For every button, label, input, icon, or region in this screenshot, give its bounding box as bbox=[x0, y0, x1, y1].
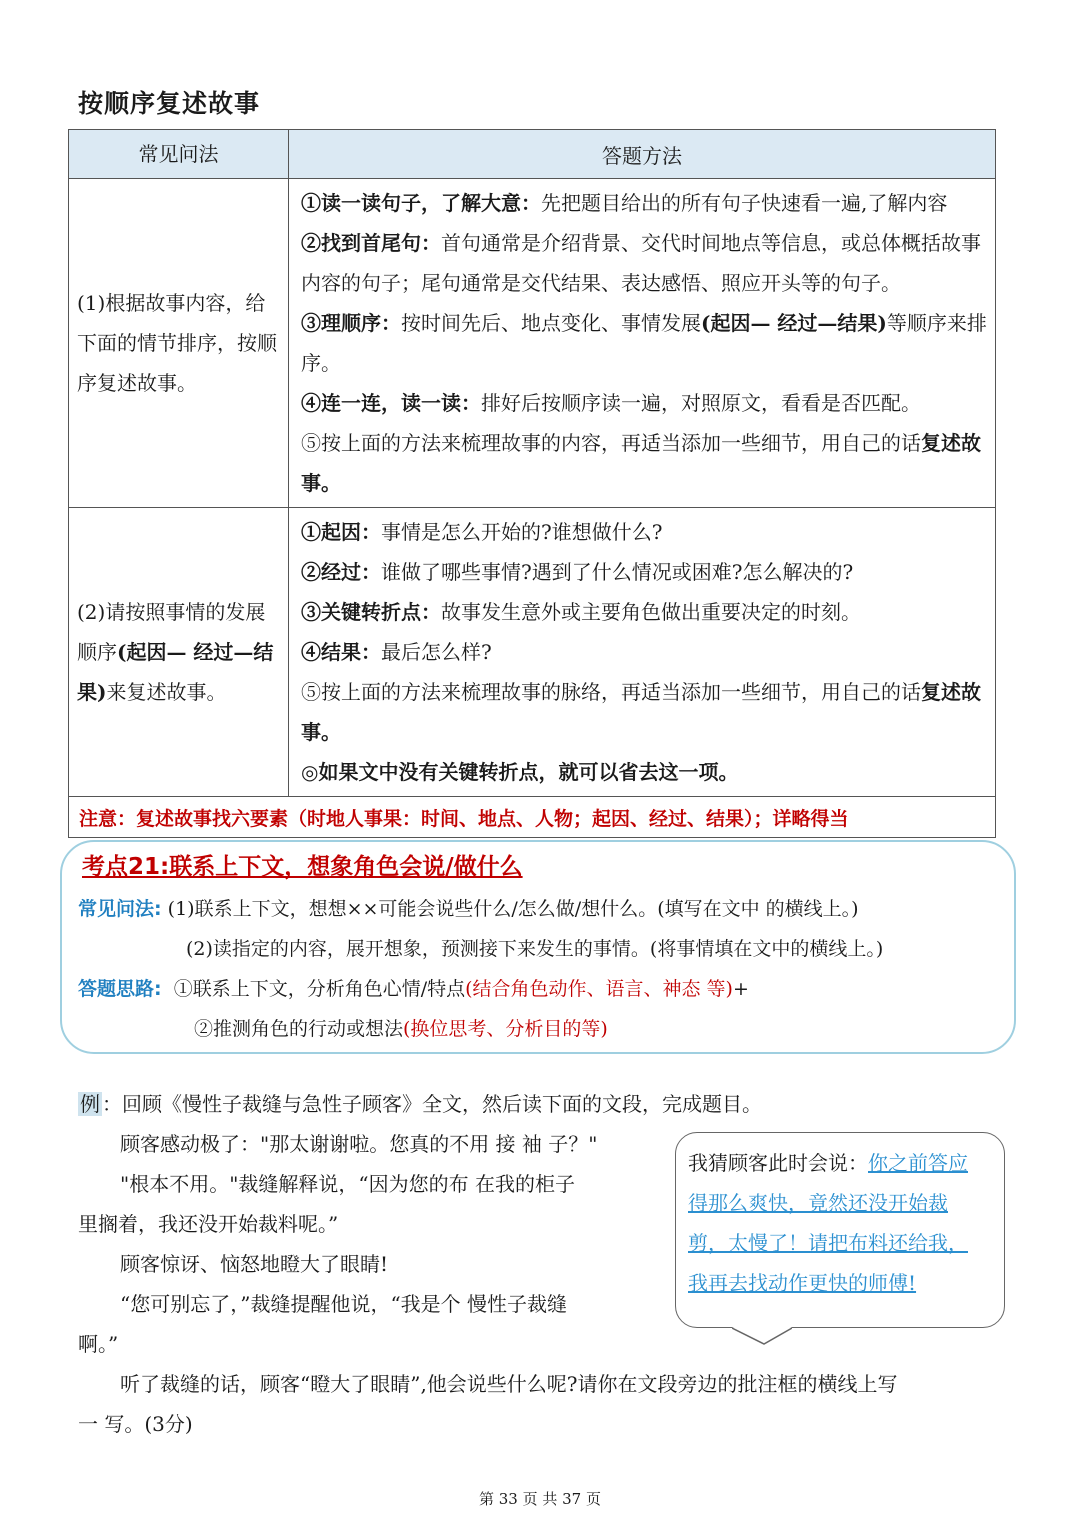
item-bold: 复述故事。 bbox=[301, 680, 981, 744]
passage-line: "根本不用。"裁缝解释说，“因为您的布 在我的柜子 bbox=[120, 1172, 575, 1196]
item-text: 故事发生意外或主要角色做出重要决定的时刻。 bbox=[441, 600, 861, 624]
answer-red-text: (换位思考、分析目的等) bbox=[403, 1018, 608, 1040]
passage-line: 顾客惊讶、恼怒地瞪大了眼睛! bbox=[120, 1252, 389, 1276]
row2-item-6: ◎如果文中没有关键转折点，就可以省去这一项。 bbox=[301, 760, 739, 784]
item-text: 事情是怎么开始的?谁想做什么? bbox=[381, 520, 663, 544]
row1-item-3 bbox=[301, 303, 989, 383]
row1-item-1 bbox=[301, 183, 989, 223]
bubble-answer: 剪，太慢了！请把布料还给我， bbox=[688, 1231, 968, 1255]
row1-item-2 bbox=[301, 223, 989, 303]
item-bold: (起因— 经过—结果) bbox=[701, 311, 887, 335]
annotation-bubble bbox=[675, 1132, 1005, 1328]
header-question: 常见问法 bbox=[69, 130, 289, 179]
bubble-prefix: 我猜顾客此时会说： bbox=[688, 1151, 868, 1175]
table-header-row bbox=[69, 130, 996, 179]
question-bold: (起因— 经过—结果) bbox=[77, 640, 274, 704]
item-text: ⑤按上面的方法来梳理故事的脉络，再适当添加一些细节，用自己的话 bbox=[301, 680, 921, 704]
bubble-tail-icon bbox=[732, 1322, 792, 1346]
answer-text: ②推测角色的行动或想法 bbox=[194, 1018, 404, 1040]
item-bold: 复述故事。 bbox=[301, 431, 981, 495]
item-text: 首句通常是介绍背景、交代时间地点等信息，或总体概括故事内容的句子；尾句通常是交代结果、表达感悟、照应开头等的句子。 bbox=[301, 231, 981, 295]
item-bold: ④连一连，读一读： bbox=[301, 391, 481, 415]
table-note-row bbox=[69, 797, 996, 838]
answer-line-1 bbox=[78, 974, 749, 1001]
row1-item-5 bbox=[301, 423, 989, 503]
kaodian-box bbox=[60, 840, 1016, 1054]
answer-red-text: (结合角色动作、语言、神态 等) bbox=[465, 978, 733, 1000]
answer-line-2 bbox=[194, 1014, 608, 1041]
kaodian-heading: 考点21:联系上下文，想象角色会说/做什么 bbox=[82, 854, 523, 880]
question-line-1 bbox=[78, 894, 859, 921]
item-bold: ④结果： bbox=[301, 640, 381, 664]
question-text: (2)请按照事情的发展顺序 bbox=[77, 600, 266, 664]
passage-line: 里搁着，我还没开始裁料呢。” bbox=[78, 1212, 339, 1236]
item-bold: ③理顺序： bbox=[301, 311, 401, 335]
bubble-answer: 我再去找动作更快的师傅! bbox=[688, 1271, 917, 1295]
example-intro-text: ：回顾《慢性子裁缝与急性子顾客》全文，然后读下面的文段，完成题目。 bbox=[102, 1092, 762, 1116]
item-text: 等顺序来排序。 bbox=[301, 311, 987, 375]
passage-line: 啊。” bbox=[78, 1332, 119, 1356]
item-bold: ①读一读句子，了解大意： bbox=[301, 191, 541, 215]
row1-item-4 bbox=[301, 383, 989, 423]
row2-methods bbox=[289, 508, 996, 797]
passage-line: 一 写。(3分) bbox=[78, 1412, 193, 1436]
question-label: 常见问法: bbox=[78, 898, 162, 920]
table-row bbox=[69, 508, 996, 797]
row1-methods bbox=[289, 179, 996, 508]
item-text: 谁做了哪些事情?遇到了什么情况或困难?怎么解决的? bbox=[381, 560, 854, 584]
row2-item-4 bbox=[301, 632, 989, 672]
row1-question: (1)根据故事内容，给下面的情节排序，按顺序复述故事。 bbox=[69, 179, 289, 508]
plus-sign: + bbox=[732, 978, 749, 1000]
example-intro bbox=[78, 1084, 762, 1124]
question-line-2: (2)读指定的内容，展开想象，预测接下来发生的事情。(将事情填在文中的横线上。) bbox=[186, 938, 884, 960]
row2-item-2 bbox=[301, 552, 989, 592]
item-bold: ②经过： bbox=[301, 560, 381, 584]
item-bold: ①起因： bbox=[301, 520, 381, 544]
item-text: 最后怎么样? bbox=[381, 640, 492, 664]
method-table bbox=[68, 129, 996, 838]
example-label: 例 bbox=[80, 1092, 100, 1116]
passage-line: “您可别忘了，”裁缝提醒他说，“我是个 慢性子裁缝 bbox=[120, 1292, 568, 1316]
row2-item-3 bbox=[301, 592, 989, 632]
row2-item-1 bbox=[301, 512, 989, 552]
passage-line: 听了裁缝的话，顾客“瞪大了眼睛”,他会说些什么呢?请你在文段旁边的批注框的横线上写 bbox=[120, 1372, 898, 1396]
section-title: 按顺序复述故事 bbox=[78, 89, 261, 118]
item-bold: ②找到首尾句： bbox=[301, 231, 441, 255]
item-text: ⑤按上面的方法来梳理故事的内容，再适当添加一些细节，用自己的话 bbox=[301, 431, 921, 455]
row2-item-5 bbox=[301, 672, 989, 752]
question-text: (1)联系上下文，想想××可能会说些什么/怎么做/想什么。(填写在文中 的横线上。) bbox=[167, 898, 859, 920]
passage-line: 顾客感动极了："那太谢谢啦。您真的不用 接 袖 子？" bbox=[120, 1132, 598, 1156]
answer-text: ①联系上下文，分析角色心情/特点 bbox=[173, 978, 466, 1000]
row2-question bbox=[69, 508, 289, 797]
answer-label: 答题思路: bbox=[78, 978, 162, 1000]
page-footer: 第 33 页 共 37 页 bbox=[478, 1490, 601, 1508]
table-row bbox=[69, 179, 996, 508]
question-text: 来复述故事。 bbox=[106, 680, 227, 704]
item-text: 按时间先后、地点变化、事情发展 bbox=[401, 311, 701, 335]
item-text: 先把题目给出的所有句子快速看一遍,了解内容 bbox=[541, 191, 948, 215]
item-text: 排好后按顺序读一遍，对照原文，看看是否匹配。 bbox=[481, 391, 921, 415]
header-method: 答题方法 bbox=[289, 130, 996, 179]
item-bold: ③关键转折点： bbox=[301, 600, 441, 624]
bubble-answer: 你之前答应 bbox=[868, 1151, 968, 1175]
bubble-answer: 得那么爽快，竟然还没开始裁 bbox=[688, 1191, 948, 1215]
table-note: 注意：复述故事找六要素（时地人事果：时间、地点、人物；起因、经过、结果）；详略得当 bbox=[69, 797, 996, 838]
bubble-text bbox=[688, 1143, 1000, 1303]
